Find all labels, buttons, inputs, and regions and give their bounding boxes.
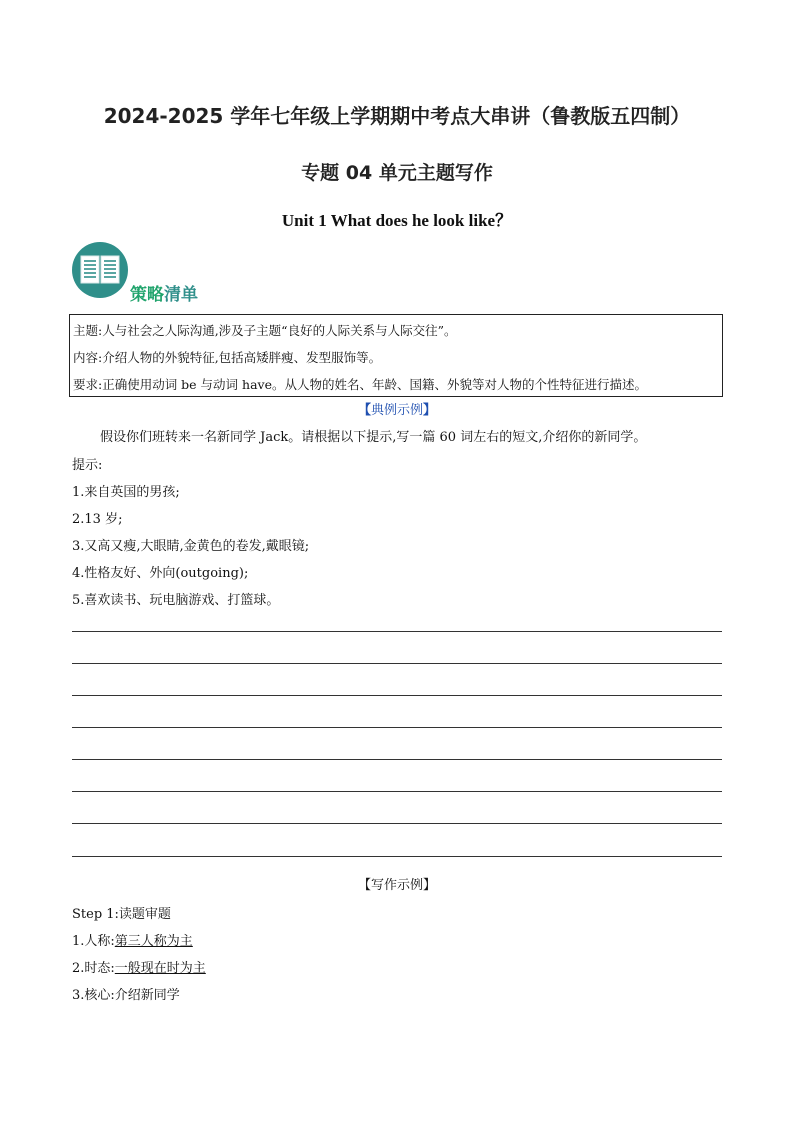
example-heading-right: 】 xyxy=(423,403,437,418)
page-title: 2024-2025 学年七年级上学期期中考点大串讲（鲁教版五四制） xyxy=(103,104,691,128)
hint-label: 提示: xyxy=(72,458,103,473)
strategy-line-requirement: 要求:正确使用动词 be 与动词 have。从人物的姓名、年龄、国籍、外貌等对人物的个性特征进行描述。 xyxy=(73,377,647,392)
writing-item-value: 第三人称为主 xyxy=(114,934,193,949)
strategy-label-part2: 清单 xyxy=(164,285,198,305)
writing-item xyxy=(72,957,206,976)
answer-line xyxy=(72,856,722,857)
answer-line xyxy=(72,727,722,728)
writing-item-value: 介绍新同学 xyxy=(114,988,180,1003)
writing-item-prefix: 3.核心: xyxy=(72,988,115,1003)
hint-item: 3.又高又瘦,大眼睛,金黄色的卷发,戴眼镜; xyxy=(72,539,310,554)
writing-item xyxy=(72,930,193,949)
hint-item: 2.13 岁; xyxy=(72,512,123,527)
answer-line xyxy=(72,759,722,760)
strategy-line-theme: 主题:人与社会之人际沟通,涉及子主题“良好的人际关系与人际交往”。 xyxy=(73,323,457,338)
strategy-line-content: 内容:介绍人物的外貌特征,包括高矮胖瘦、发型服饰等。 xyxy=(73,350,382,365)
book-icon xyxy=(80,254,120,286)
writing-item xyxy=(72,984,180,1003)
writing-step: Step 1:读题审题 xyxy=(72,907,171,922)
answer-line xyxy=(72,663,722,664)
hint-item: 1.来自英国的男孩; xyxy=(72,485,180,500)
writing-heading: 【写作示例】 xyxy=(357,878,436,893)
example-heading-left: 【 xyxy=(357,403,371,418)
answer-line xyxy=(72,631,722,632)
page-subtitle: 专题 04 单元主题写作 xyxy=(301,162,493,184)
answer-line xyxy=(72,695,722,696)
strategy-label-part1: 策略 xyxy=(130,285,164,305)
example-heading-text: 典例示例 xyxy=(370,403,423,418)
writing-item-value: 一般现在时为主 xyxy=(114,961,206,976)
strategy-label xyxy=(130,280,198,305)
writing-item-prefix: 1.人称: xyxy=(72,934,115,949)
answer-line xyxy=(72,823,722,824)
unit-title: Unit 1 What does he look like？ xyxy=(281,211,513,230)
example-heading xyxy=(0,399,794,418)
hint-item: 5.喜欢读书、玩电脑游戏、打篮球。 xyxy=(72,593,280,608)
strategy-logo xyxy=(72,242,128,298)
writing-item-prefix: 2.时态: xyxy=(72,961,115,976)
strategy-box xyxy=(69,314,723,397)
hint-item: 4.性格友好、外向(outgoing); xyxy=(72,566,249,581)
answer-line xyxy=(72,791,722,792)
example-prompt: 假设你们班转来一名新同学 Jack。请根据以下提示,写一篇 60 词左右的短文,介绍你的新同学。 xyxy=(100,430,647,445)
